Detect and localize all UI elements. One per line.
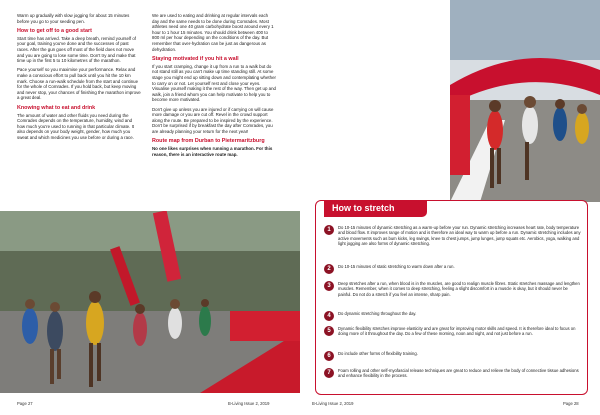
step-number-badge: 7 (324, 368, 334, 378)
paragraph-carbs: We are used to eating and drinking at regular intervals each day and the same needs to be done during Comrades. Most athletes need one 40 gram carbohydrate boost around every 1 hour to 1 hour 15 minutes. You should drink between 400 to 800 ml per hour depending on the conditions of the day. But remember that over-hydration can be just as dangerous as dehydration. (152, 13, 274, 52)
heading-good-start: How to get off to a good start (17, 27, 92, 34)
paragraph-fluids: The amount of water and other fluids you need during the Comrades depends on the temperature, humidity, wind and how much you're used to running in that particular climate. It also depends on your body weight, gender, how much you sweat and which medicines you use before or during a race. (17, 112, 135, 140)
step-number-badge: 6 (324, 351, 334, 361)
paragraph-pace: Pace yourself so you maximise your performance. Relax and make a conscious effort to pull back until you hit the 10 km mark. Choose a run-walk schedule from the start and continue for the whole of Comrades. If you hold back, but keep moving and never stop, your chances of finishing the marathon improve a great deal. (17, 67, 141, 101)
paragraph-route-map: No one likes surprises when running a marathon. For this reason, there is an interactive route map. (152, 146, 273, 157)
runners-illustration-left (0, 211, 300, 393)
step-text: Do include other forms of flexibility training. (338, 351, 418, 356)
intro-paragraph: Warm up gradually with slow jogging for about 15 minutes before you go to your seeding pen. (17, 13, 130, 24)
footer-page-number-right: Page 28 (563, 401, 579, 406)
runners-photo-right (450, 0, 600, 202)
heading-motivated: Staying motivated if you hit a wall (152, 55, 239, 62)
step-number-badge: 2 (324, 264, 334, 274)
paragraph-dont-give-up: Don't give up unless you are injured or if carrying on will cause more damage or you are cut off. Revel in the crowd support along the route. Be prepared to be inspired by the experience. Don't be surprised if by breakfast the day after Comrades, you are already planning your return for the next year! (152, 106, 274, 134)
right-page (300, 0, 600, 415)
step-text: Deep stretches after a run, when blood is in the muscles, are good to realign muscle fibres. Static stretches massage and lengthen muscles. Remember, when it comes to deep stretching, feeling a slight discomfort in a muscle is okay, but it should never be painful. Do not do a stretch if you feel an intense, sharp pain. (338, 281, 580, 297)
step-text: Foam rolling and other self-myofascial release techniques are great to reduce and relieve the body of connective tissue adhesions and enhance flexibility in the process. (338, 368, 579, 379)
heading-eat-drink: Knowing what to eat and drink (17, 104, 96, 111)
paragraph-cramping: If you start cramping, change it up from a run to a walk but do not stand still as you can't make up time standing still. At some stage you might end up sitting down and contemplating whether to carry on or not. Let yourself rest and close your eyes. Visualise yourself making it the rest of the way. Then get up and walk, join a friend whom you can help motivate to help you to become more motivated. (152, 63, 276, 103)
runners-illustration-right (450, 0, 600, 202)
article-column-1 (17, 13, 141, 144)
how-to-stretch-box (315, 200, 588, 395)
step-text: Do dynamic stretching throughout the day. (338, 311, 417, 316)
step-number-badge: 5 (324, 326, 334, 336)
step-text: Do 10-15 minutes of dynamic stretching as a warm-up before your run. Dynamic stretching increases heart rate, body temperature and blood flow. It improves range of motion and is therefore an ideal way to warm up before a run. Dynamic stretching includes any active movements such as bum kicks, leg swings, knee to chest jumps, jump lunges, jump squats etc. Aerobics, yoga, walking and light jogging are also forms of dynamic stretching. (338, 225, 581, 247)
step-text: Dynamic flexibility stretches improve elasticity and are great for improving motor skills and speed. It is therefore ideal to focus on doing more of it throughout the day. Do a few of these morning, noon and night, and not just before a run. (338, 326, 576, 337)
step-number-badge: 1 (324, 225, 334, 235)
footer-page-number-left: Page 27 (17, 401, 33, 406)
step-number-badge: 4 (324, 311, 334, 321)
footer-publication-right: B-Living Issue 2, 2019 (312, 401, 354, 406)
heading-route-map: Route map from Durban to Pietermaritzburg (152, 138, 265, 145)
footer-publication-left: B-Living Issue 2, 2019 (228, 401, 270, 406)
article-column-2 (152, 13, 276, 161)
step-number-badge: 3 (324, 281, 334, 291)
runners-photo-left (0, 211, 300, 393)
step-text: Do 10-15 minutes of static stretching to warm down after a run. (338, 264, 455, 269)
paragraph-good-start: Start time has arrived. Take a deep breath, remind yourself of your goal, training you've done and the successes of past races. After the gun goes off most of the field does not move and you are going to lose some time. Don't try and make that time up in the first 5 to 10 kilometres of the marathon. (17, 35, 137, 64)
how-to-stretch-title: How to stretch (324, 200, 427, 217)
